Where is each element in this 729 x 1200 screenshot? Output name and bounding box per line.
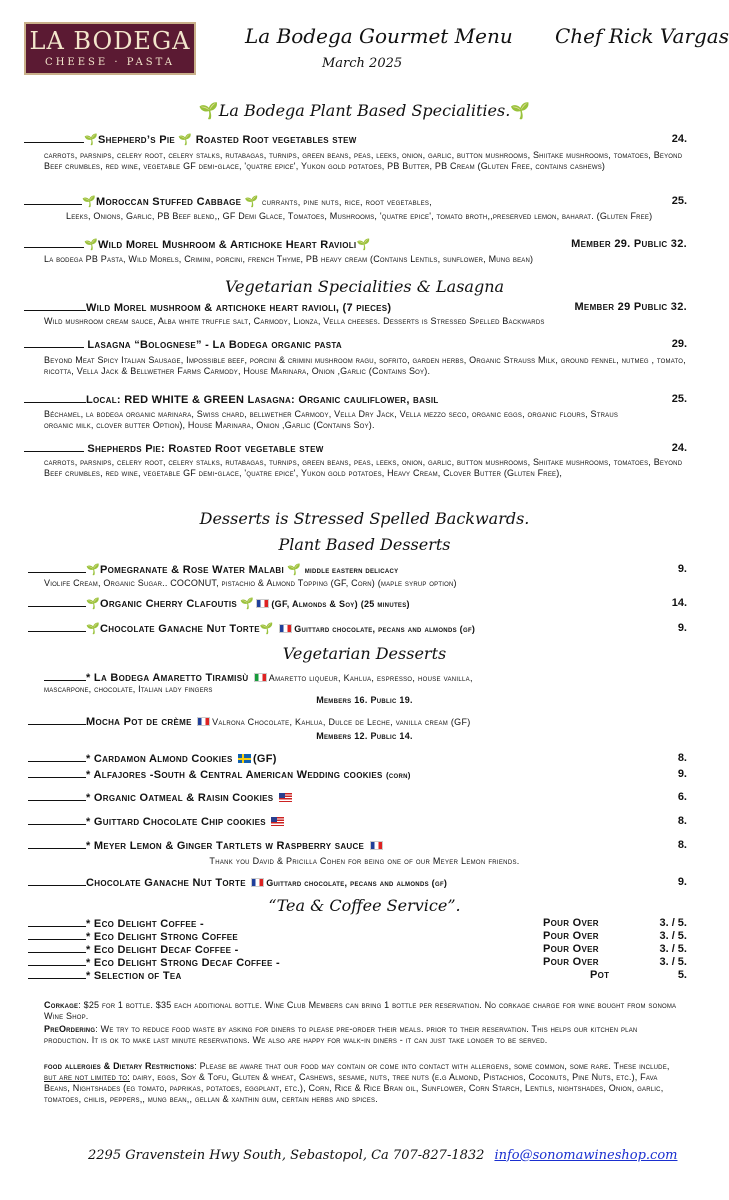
sprout-icon: 🌱 xyxy=(84,239,98,251)
section-veg-desserts-title: Vegetarian Desserts xyxy=(282,644,447,663)
menu-item-title: * Meyer Lemon & Ginger Tartlets w Raspberry sauce xyxy=(28,839,385,852)
menu-item-title: * Eco Delight Coffee - xyxy=(28,917,204,930)
item-style: Pour Over xyxy=(543,930,599,942)
menu-item-title: 🌱Organic Cherry Clafoutis 🌱 (GF, Almonds & Soy) (25 minutes) xyxy=(28,597,410,610)
item-description: Wild mushroom cream sauce, Alba white truffle salt, Carmody, Lionza, Vella cheeses. Desserts is Stressed Spelled Backwards xyxy=(44,316,545,326)
item-price: 3. / 5. xyxy=(659,930,687,942)
menu-item-title: 🌱Shepherd’s Pie 🌱 Roasted Root vegetables stew xyxy=(24,133,357,146)
item-note: Thank you David & Pricilla Cohen for being one of our Meyer Lemon friends. xyxy=(209,856,520,866)
item-description: Béchamel, la bodega organic marinara, Swiss chard, bellwether Carmody, Vella Dry Jack, Vella mezzo seco, organic eggs, organic flours, Straus organic milk, clover butter Option), House Marinara, Onion ,Garlic (Contains Soy). xyxy=(44,409,619,430)
menu-item-title: Mocha Pot de crème Valrona Chocolate, Kahlua, Dulce de Leche, vanilla cream (GF) xyxy=(28,715,471,728)
item-price: 8. xyxy=(677,752,687,764)
item-price: 14. xyxy=(671,597,687,609)
menu-item-title: 🌱Chocolate Ganache Nut Torte🌱 Guittard chocolate, pecans and almonds (gf) xyxy=(28,622,475,635)
chef-name: Chef Rick Vargas xyxy=(555,24,729,48)
section-vegetarian-title: Vegetarian Specialities & Lasagna xyxy=(224,277,505,296)
section-plant-desserts-title: Plant Based Desserts xyxy=(278,535,451,554)
sprout-icon: 🌱 xyxy=(259,623,274,635)
item-price: 25. xyxy=(671,393,687,405)
france-flag-icon xyxy=(279,624,292,633)
item-price: 24. xyxy=(671,133,687,145)
item-price: 9. xyxy=(677,622,687,634)
email-link[interactable]: info@sonomawineshop.com xyxy=(494,1148,678,1163)
menu-item-title: * Guittard Chocolate Chip cookies xyxy=(28,815,286,828)
allergy-policy: food allergies & Dietary Restrictions: Please be aware that our food may contain or come into contact with allergens, some common, some rare. These include, but are not limited to: dairy, eggs, Soy & Tofu, Gluten & wheat, Cashews, sesame, nuts, tree nuts (e.g Almond, Pistachios, Coconuts, Pine Nuts, etc.), Fava Beans, Nightshades (eg tomato, paprikas, potatoes, eggplant, etc.), Corn, Rice & Rice Bran oil, Sunflower, Corn Starch, Lentils, nightshades, Onion, garlic, tomatoes, chilis, peppers,, mung bean,, gellan & xanthin gum, certain herbs and spices. xyxy=(44,1061,670,1104)
section-tea-coffee-title: “Tea & Coffee Service”. xyxy=(268,896,461,915)
item-price: 9. xyxy=(677,563,687,575)
address-text: 2295 Gravenstein Hwy South, Sebastopol, Ca 707-827-1832 xyxy=(88,1148,485,1163)
item-description: mascarpone, chocolate, Italian lady fingers xyxy=(44,684,213,694)
menu-item-title: 🌱Wild Morel Mushroom & Artichoke Heart Ravioli🌱 xyxy=(24,238,370,251)
item-description: La bodega PB Pasta, Wild Morels, Crimini, porcini, french Thyme, PB heavy cream (Contains Lentils, sunflower, Mung bean) xyxy=(44,254,534,264)
item-price: 3. / 5. xyxy=(659,917,687,929)
sprout-icon: 🌱 xyxy=(84,134,98,146)
menu-item-title: Lasagna “Bolognese” - La Bodega organic pasta xyxy=(24,338,342,351)
item-description: Violife Cream, Organic Sugar.. COCONUT, pistachio & Almond Topping (GF, Corn) (maple syrup option) xyxy=(44,578,457,588)
item-style: Pour Over xyxy=(543,917,599,929)
menu-item-title: * Organic Oatmeal & Raisin Cookies xyxy=(28,791,294,804)
address-line xyxy=(88,1148,678,1163)
sprout-icon: 🌱 xyxy=(356,239,371,251)
item-price: 25. xyxy=(671,195,687,207)
corkage-policy: Corkage: $25 for 1 bottle. $35 each additional bottle. Wine Club Members can bring 1 bottle per reservation. No corkage charge for wine bought from sonoma Wine Shop. xyxy=(44,1000,677,1021)
sprout-icon: 🌱 xyxy=(240,598,255,610)
la-bodega-logo xyxy=(24,22,196,75)
item-price: 8. xyxy=(677,839,687,851)
menu-title: La Bodega Gourmet Menu xyxy=(245,24,513,48)
logo-main-text: LA BODEGA xyxy=(29,27,191,55)
item-price-line: Members 16. Public 19. xyxy=(316,695,413,705)
sprout-icon: 🌱 xyxy=(244,196,259,208)
item-price: 24. xyxy=(671,442,687,454)
sprout-icon: 🌱 xyxy=(178,134,193,146)
menu-item-title: Wild Morel mushroom & artichoke heart ravioli, (7 pieces) xyxy=(24,301,391,314)
section-plant-based-title: 🌱La Bodega Plant Based Specialities.🌱 xyxy=(198,101,531,120)
menu-item-title: Local: RED WHITE & GREEN Lasagna: Organic cauliflower, basil xyxy=(24,393,439,406)
usa-flag-icon xyxy=(279,793,292,802)
menu-item-title: * Eco Delight Strong Decaf Coffee - xyxy=(28,956,280,969)
item-price-line: Members 12. Public 14. xyxy=(316,731,413,741)
item-price: 6. xyxy=(677,791,687,803)
item-price: 3. / 5. xyxy=(659,956,687,968)
france-flag-icon xyxy=(370,841,383,850)
item-style: Pour Over xyxy=(543,956,599,968)
sprout-icon: 🌱 xyxy=(86,598,100,610)
menu-item-title: * Eco Delight Decaf Coffee - xyxy=(28,943,239,956)
menu-item-title: Chocolate Ganache Nut Torte Guittard chocolate, pecans and almonds (gf) xyxy=(28,876,447,889)
france-flag-icon xyxy=(251,878,264,887)
item-price: 3. / 5. xyxy=(659,943,687,955)
item-description: carrots, parsnips, celery root, celery stalks, rutabagas, turnips, green beans, peas, leeks, onion, garlic, button mushrooms, Shiitake mushrooms, tomatoes, Beyond Beef crumbles, red wine, vegetable GF demi-glace, 'quatre epice', Yukon gold potatoes, PB Butter, PB Cream (Gluten Free, contains cashews) xyxy=(44,150,683,171)
usa-flag-icon xyxy=(271,817,284,826)
sprout-icon: 🌱 xyxy=(287,564,302,576)
sprout-icon: 🌱 xyxy=(86,564,100,576)
sprout-icon: 🌱 xyxy=(510,101,531,120)
item-description: Leeks, Onions, Garlic, PB Beef blend,, GF Demi Glace, Tomatoes, Mushrooms, 'quatre epice', tomato broth,,preserved lemon, baharat. (Gluten Free) xyxy=(66,211,653,221)
sprout-icon: 🌱 xyxy=(82,196,96,208)
section-desserts-title: Desserts is Stressed Spelled Backwards. xyxy=(199,509,530,528)
menu-item-title: * Selection of Tea xyxy=(28,969,182,982)
sprout-icon: 🌱 xyxy=(86,623,100,635)
item-price: 5. xyxy=(677,969,687,981)
item-price: Member 29. Public 32. xyxy=(571,238,687,250)
item-description: Beyond Meat Spicy Italian Sausage, Impossible beef, porcini & crimini mushroom ragu, sofrito, garden herbs, Organic Strauss Milk, ground fennel, nutmeg , tomato, ricotta, Vella Jack & Bellwether Farms Carmody, House Marinara, Onion ,Garlic (Contains Soy). xyxy=(44,355,686,376)
menu-item-title: * La Bodega Amaretto Tiramisù Amaretto liqueur, Kahlua, espresso, house vanilla, xyxy=(44,671,473,684)
menu-item-title: 🌱Moroccan Stuffed Cabbage 🌱 currants, pine nuts, rice, root vegetables, xyxy=(24,195,432,208)
item-price: 9. xyxy=(677,768,687,780)
menu-item-title: * Cardamon Almond Cookies (GF) xyxy=(28,752,277,765)
italy-flag-icon xyxy=(254,673,267,682)
sweden-flag-icon xyxy=(238,754,251,763)
item-price: 29. xyxy=(671,338,687,350)
item-description: carrots, parsnips, celery root, celery stalks, rutabagas, turnips, green beans, peas, leeks, onion, garlic, button mushrooms, Shiitake mushrooms, tomatoes, Beyond Beef crumbles, red wine, vegetable GF demi-glace, 'quatre epice', Yukon gold potatoes, Heavy Cream, Clover Butter (Gluten Free), xyxy=(44,457,683,478)
item-price: Member 29 Public 32. xyxy=(574,301,687,313)
item-price: 9. xyxy=(677,876,687,888)
menu-item-title: * Eco Delight Strong Coffee xyxy=(28,930,238,943)
france-flag-icon xyxy=(256,599,269,608)
preorder-policy: PreOrdering: We try to reduce food waste by asking for diners to please pre-order their meals. prior to their reservation. This helps our kitchen plan production. It is ok to make last minute reservations. We also are happy for walk-in diners - it can just take longer to be served. xyxy=(44,1024,638,1045)
menu-date: March 2025 xyxy=(322,56,403,71)
france-flag-icon xyxy=(197,717,210,726)
item-style: Pour Over xyxy=(543,943,599,955)
sprout-icon: 🌱 xyxy=(198,101,219,120)
item-style: Pot xyxy=(590,969,610,981)
logo-sub-text: CHEESE · PASTA xyxy=(45,57,175,68)
menu-item-title: 🌱Pomegranate & Rose Water Malabi 🌱 middle eastern delicacy xyxy=(28,563,398,576)
menu-item-title: * Alfajores -South & Central American Wedding cookies (corn) xyxy=(28,768,411,781)
menu-item-title: Shepherds Pie: Roasted Root vegetable stew xyxy=(24,442,324,455)
item-price: 8. xyxy=(677,815,687,827)
